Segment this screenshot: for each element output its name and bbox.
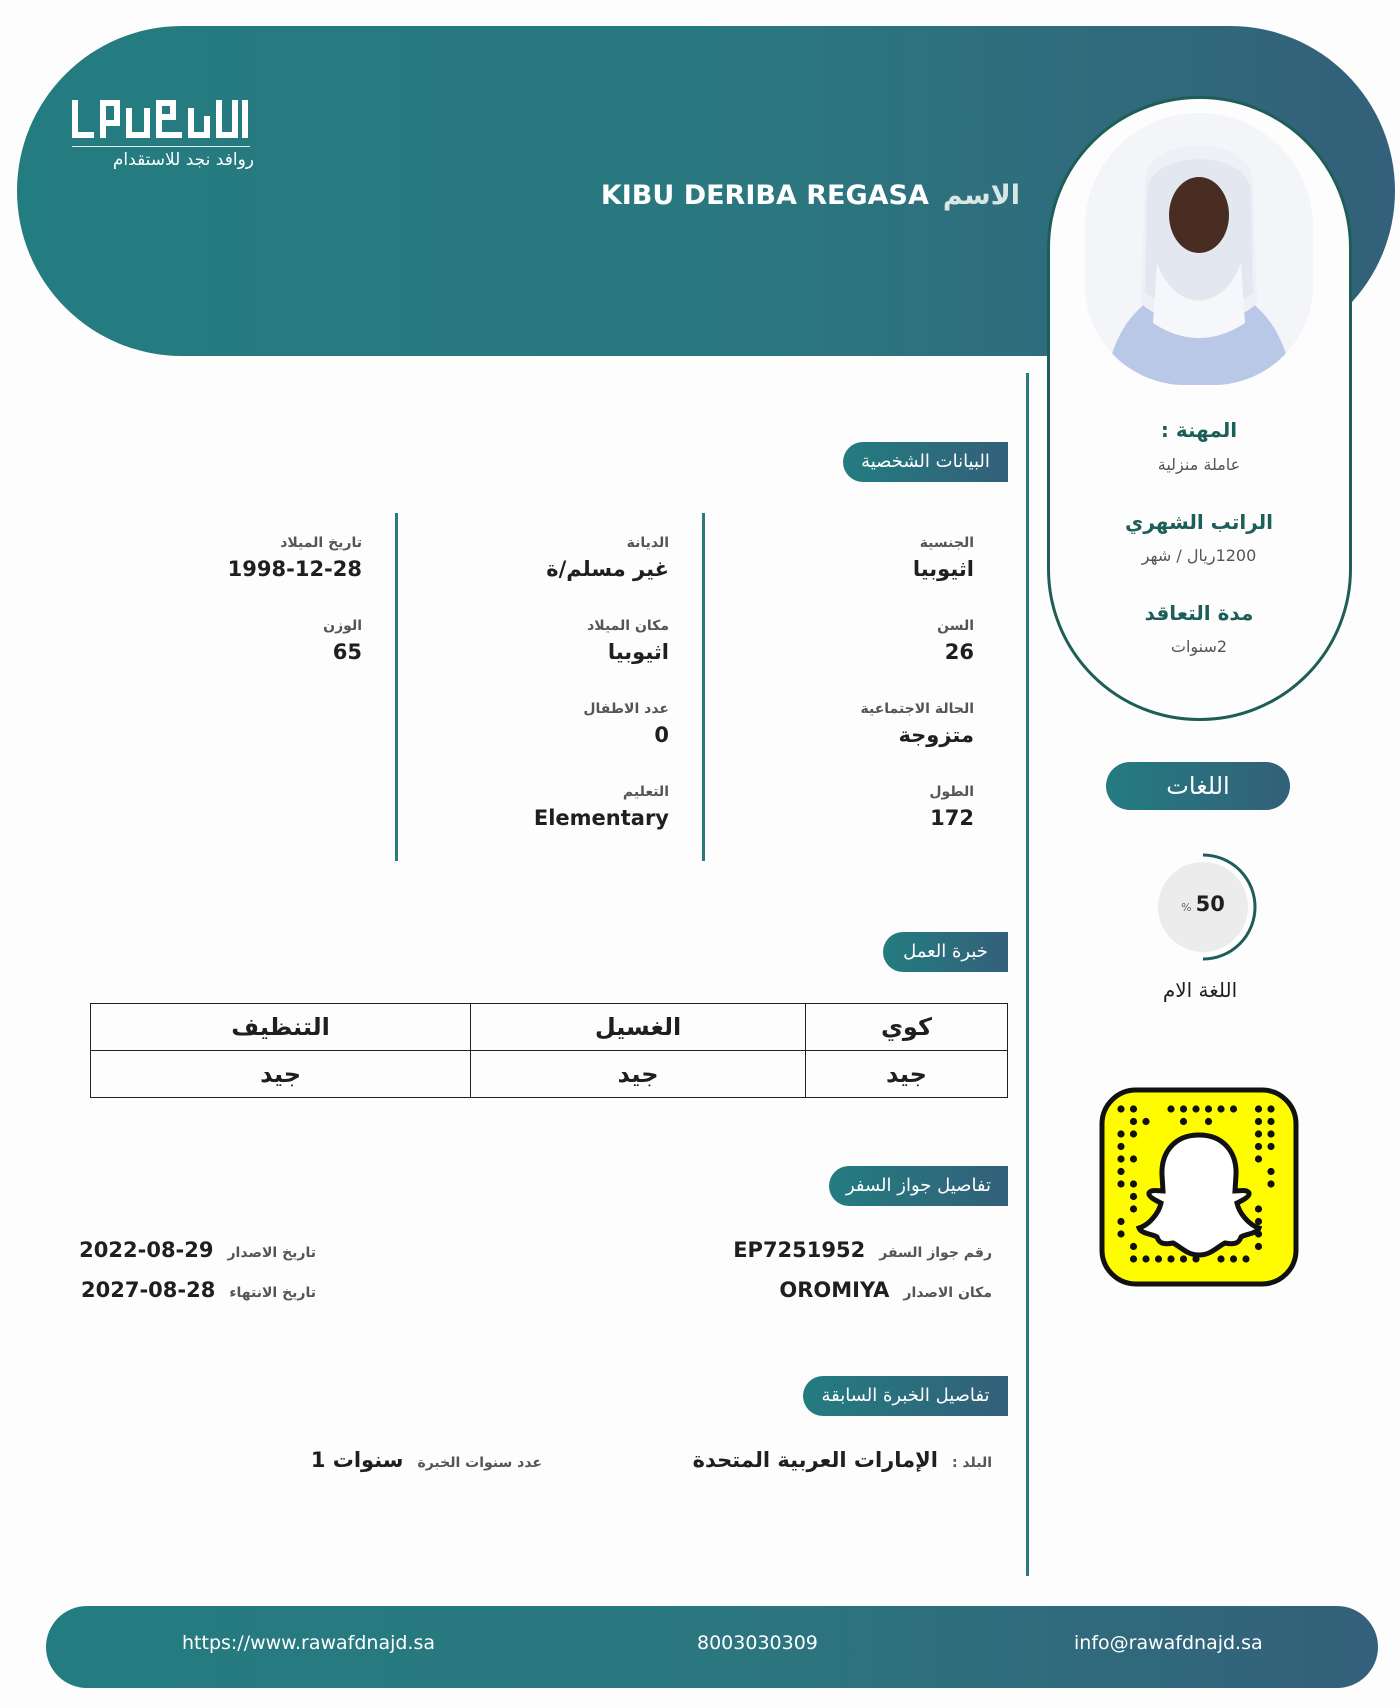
snapcode-dot (1130, 1193, 1137, 1200)
field-label: الوزن (323, 618, 362, 634)
snapcode-dot (1267, 1168, 1274, 1175)
language-percent (1158, 892, 1248, 916)
snapcode-dot (1180, 1105, 1187, 1112)
field-label: تاريخ الميلاد (280, 535, 362, 551)
field-value: اثيوبيا (912, 557, 974, 581)
snapcode-dot (1117, 1230, 1124, 1237)
previous-years-value: 1 سنوات (310, 1448, 404, 1472)
snapcode-dot (1217, 1255, 1224, 1262)
previous-country-label: البلد : (951, 1455, 992, 1471)
field-label: التعليم (622, 784, 669, 800)
snapcode-dot (1155, 1255, 1162, 1262)
section-previous-experience: تفاصيل الخبرة السابقة (803, 1376, 1008, 1416)
snapcode-dot (1267, 1118, 1274, 1125)
column-divider (395, 513, 398, 861)
field-birthdate (142, 535, 362, 581)
logo-text: روافد نجد للاستقدام (112, 150, 254, 170)
field-value: 1998-12-28 (227, 557, 362, 581)
field-value: 26 (944, 640, 974, 664)
percent-sign: % (1181, 901, 1192, 914)
snapcode-dot (1255, 1105, 1262, 1112)
field-value: 0 (654, 723, 669, 747)
field-weight (142, 618, 362, 664)
phone-number[interactable]: 8003030309 (697, 1632, 818, 1654)
section-experience: خبرة العمل (883, 932, 1008, 972)
snapcode-dot (1167, 1255, 1174, 1262)
passport-number-label: رقم جواز السفر (879, 1245, 992, 1261)
snapcode-dot (1205, 1105, 1212, 1112)
field-label: مكان الميلاد (587, 618, 669, 634)
snapcode-dot (1255, 1155, 1262, 1162)
field-value: Elementary (533, 806, 669, 830)
skills-table (90, 1003, 1008, 1098)
previous-country-value: الإمارات العربية المتحدة (692, 1448, 938, 1472)
field-label: الطول (929, 784, 974, 800)
snapcode-dot (1230, 1255, 1237, 1262)
salary-label: الراتب الشهري (1125, 510, 1273, 534)
field-education (449, 784, 669, 830)
section-passport: تفاصيل جواز السفر (829, 1166, 1008, 1206)
language-percent-value: 50 (1195, 892, 1225, 916)
field-label: السن (937, 618, 974, 634)
column-divider (702, 513, 705, 861)
passport-expiry-date (81, 1278, 316, 1302)
snapcode-dot (1130, 1255, 1137, 1262)
snapcode-dot (1130, 1118, 1137, 1125)
snapcode-dot (1192, 1105, 1199, 1112)
snapcode-dot (1255, 1218, 1262, 1225)
snapcode-dot (1130, 1130, 1137, 1137)
snapcode-dot (1117, 1168, 1124, 1175)
snapcode-dot (1255, 1205, 1262, 1212)
passport-issue-date (79, 1238, 316, 1262)
email-link[interactable]: info@rawafdnajd.sa (1074, 1632, 1263, 1654)
profession-label: المهنة : (1160, 418, 1238, 442)
name-label: الاسم (942, 180, 1020, 211)
passport-place (779, 1278, 992, 1302)
passport-issue-label: تاريخ الاصدار (227, 1245, 316, 1261)
field-children (449, 701, 669, 747)
website-link[interactable]: https://www.rawafdnajd.sa (182, 1632, 436, 1654)
snapcode-dot (1267, 1180, 1274, 1187)
snapcode-dot (1130, 1180, 1137, 1187)
skill-header: الغسيل (471, 1004, 806, 1051)
snapcode-dot (1117, 1155, 1124, 1162)
snapcode-dot (1255, 1143, 1262, 1150)
snapcode-dot (1267, 1130, 1274, 1137)
field-birthplace (449, 618, 669, 664)
snapcode-dot (1117, 1180, 1124, 1187)
snapcode-dot (1230, 1105, 1237, 1112)
passport-place-value: OROMIYA (779, 1278, 890, 1302)
field-label: عدد الاطفال (583, 701, 669, 717)
field-age (754, 618, 974, 664)
snapcode-dot (1217, 1105, 1224, 1112)
snapcode-dot (1205, 1118, 1212, 1125)
passport-number-value: EP7251952 (733, 1238, 866, 1262)
passport-issue-value: 2022-08-29 (79, 1238, 214, 1262)
logo-divider (72, 146, 250, 147)
language-name: اللغة الام (1162, 978, 1238, 1002)
snapcode-dot (1117, 1143, 1124, 1150)
snapcode-dot (1142, 1118, 1149, 1125)
field-value: 65 (332, 640, 362, 664)
snapcode-dot (1267, 1143, 1274, 1150)
field-religion (449, 535, 669, 581)
snapcode-dot (1267, 1105, 1274, 1112)
snapcode-dot (1130, 1205, 1137, 1212)
skill-level: جيد (91, 1051, 471, 1098)
skill-level: جيد (471, 1051, 806, 1098)
field-label: الديانة (626, 535, 669, 551)
snapchat-ghost-icon[interactable] (1099, 1087, 1299, 1287)
skill-header: التنظيف (91, 1004, 471, 1051)
skill-level: جيد (805, 1051, 1007, 1098)
previous-country (693, 1448, 992, 1472)
snapcode-dot (1180, 1255, 1187, 1262)
snapcode-dot (1117, 1105, 1124, 1112)
snapcode-dot (1255, 1243, 1262, 1250)
field-value: متزوجة (898, 723, 974, 747)
timeline-line (1026, 373, 1029, 1576)
snapcode-dot (1117, 1130, 1124, 1137)
passport-expiry-value: 2027-08-28 (81, 1278, 216, 1302)
field-value: 172 (930, 806, 974, 830)
snapcode-dot (1130, 1155, 1137, 1162)
snapcode-dot (1130, 1243, 1137, 1250)
snapcode-dot (1242, 1255, 1249, 1262)
snapcode-dot (1180, 1118, 1187, 1125)
worker-name: KIBU DERIBA REGASA (600, 180, 929, 211)
field-height (754, 784, 974, 830)
previous-years (311, 1448, 542, 1472)
snapcode-dot (1142, 1255, 1149, 1262)
worker-photo (1085, 113, 1313, 385)
field-marital-status (754, 701, 974, 747)
skills-level-row (91, 1051, 1008, 1098)
passport-place-label: مكان الاصدار (903, 1285, 992, 1301)
name-row (601, 180, 1020, 211)
snapcode-dot (1117, 1218, 1124, 1225)
snapcode-dot (1255, 1130, 1262, 1137)
section-personal: البيانات الشخصية (843, 442, 1008, 482)
snapcode-dot (1130, 1105, 1137, 1112)
passport-expiry-label: تاريخ الانتهاء (229, 1285, 316, 1301)
previous-years-label: عدد سنوات الخبرة (417, 1455, 542, 1471)
skills-header-row (91, 1004, 1008, 1051)
languages-title: اللغات (1106, 762, 1290, 810)
field-value: اثيوبيا (607, 640, 669, 664)
field-label: الحالة الاجتماعية (860, 701, 974, 717)
skill-header: كوي (805, 1004, 1007, 1051)
contract-label: مدة التعاقد (1144, 601, 1254, 625)
contract-value: 2سنوات (1170, 637, 1228, 656)
passport-number (733, 1238, 992, 1262)
field-label: الجنسية (919, 535, 974, 551)
field-value: غير مسلم/ة (546, 557, 669, 581)
field-nationality (754, 535, 974, 581)
logo-icon (72, 98, 252, 140)
snapcode-dot (1255, 1118, 1262, 1125)
snapcode-dot (1167, 1105, 1174, 1112)
profession-value: عاملة منزلية (1157, 455, 1241, 474)
salary-value: 1200ريال / شهر (1141, 546, 1257, 565)
